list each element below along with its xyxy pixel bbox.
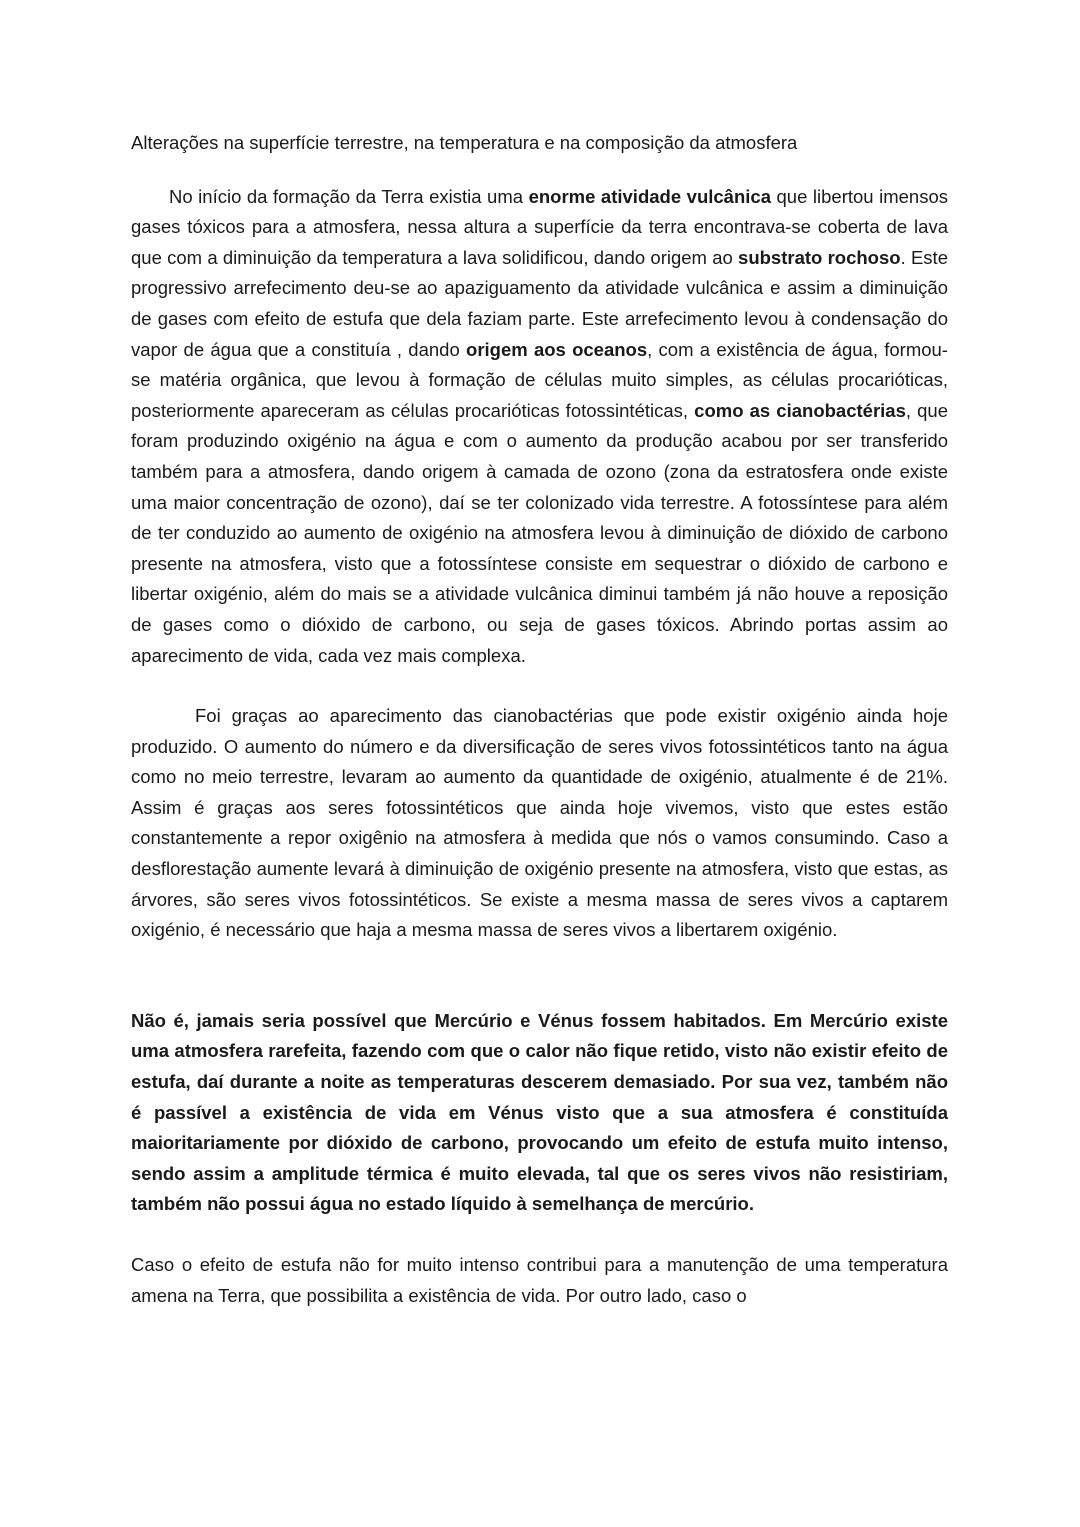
paragraph-mercury-venus: Não é, jamais seria possível que Mercúrio e Vénus fossem habitados. Em Mercúrio existe uma atmosfera rarefeita, fazendo com que o calor não fique retido, visto não existir efeito de estufa, daí durante a noite as temperaturas descerem demasiado. Por sua vez, também não é passível a existência de vida em Vénus visto que a sua atmosfera é constituída maioritariamente por dióxido de carbono, provocando um efeito de estufa muito intenso, sendo assim a amplitude térmica é muito elevada, tal que os seres vivos não resistiriam, também não possui água no estado líquido à semelhança de mercúrio.: [131, 1009, 948, 1215]
paragraph-earth-formation: [131, 182, 948, 672]
p1-bold-cyanobacteria: como as cianobactérias: [694, 399, 906, 421]
p1-text-2: que libertou imensos gases tóxicos para a atmosfera, nessa altura a superfície da terra encontrava-se coberta de lava que com a diminuição da temperatura a lava solidificou, dando origem ao: [131, 185, 948, 268]
p1-text-3: . Este progressivo arrefecimento deu-se ao apaziguamento da atividade vulcânica e assim a diminuição de gases com efeito de estufa que dela faziam parte. Este arrefecimento levou à condensação do vapor de água que a constituía , dando: [131, 246, 948, 360]
paragraph-oxygen: Foi graças ao aparecimento das cianobactérias que pode existir oxigénio ainda hoje produzido. O aumento do número e da diversificação de seres vivos fotossintéticos tanto na água como no meio terrestre, levaram ao aumento da quantidade de oxigénio, atualmente é de 21%. Assim é graças aos seres fotossintéticos que ainda hoje vivemos, visto que estes estão constantemente a repor oxigênio na atmosfera à medida que nós o vamos consumindo. Caso a desflorestação aumente levará à diminuição de oxigénio presente na atmosfera, visto que estas, as árvores, são seres vivos fotossintéticos. Se existe a mesma massa de seres vivos a captarem oxigénio, é necessário que haja a mesma massa de seres vivos a libertarem oxigénio.: [131, 705, 948, 941]
document-title: Alterações na superfície terrestre, na temperatura e na composição da atmosfera: [131, 132, 798, 153]
p1-bold-volcanic-activity: enorme atividade vulcânica: [528, 185, 771, 207]
p1-bold-rocky-substrate: substrato rochoso: [738, 246, 901, 268]
p1-text-1: No início da formação da Terra existia uma: [169, 185, 529, 207]
document-page: [131, 128, 948, 1311]
p1-bold-oceans-origin: origem aos oceanos: [466, 338, 648, 360]
paragraph-greenhouse-effect: Caso o efeito de estufa não for muito intenso contribui para a manutenção de uma temperatura amena na Terra, que possibilita a existência de vida. Por outro lado, caso o: [131, 1254, 948, 1306]
p1-text-5: , que foram produzindo oxigénio na água e com o aumento da produção acabou por ser transferido também para a atmosfera, dando origem à camada de ozono (zona da estratosfera onde existe uma maior concentração de ozono), daí se ter colonizado vida terrestre. A fotossíntese para além de ter conduzido ao aumento de oxigénio na atmosfera levou à diminuição de dióxido de carbono presente na atmosfera, visto que a fotossíntese consiste em sequestrar o dióxido de carbono e libertar oxigénio, além do mais se a atividade vulcânica diminui também já não houve a reposição de gases como o dióxido de carbono, ou seja de gases tóxicos. Abrindo portas assim ao aparecimento de vida, cada vez mais complexa.: [131, 399, 948, 666]
p1-text-4: , com a existência de água, formou-se matéria orgânica, que levou à formação de células muito simples, as células procarióticas, posteriormente apareceram as células procarióticas fotossintéticas,: [131, 338, 948, 421]
